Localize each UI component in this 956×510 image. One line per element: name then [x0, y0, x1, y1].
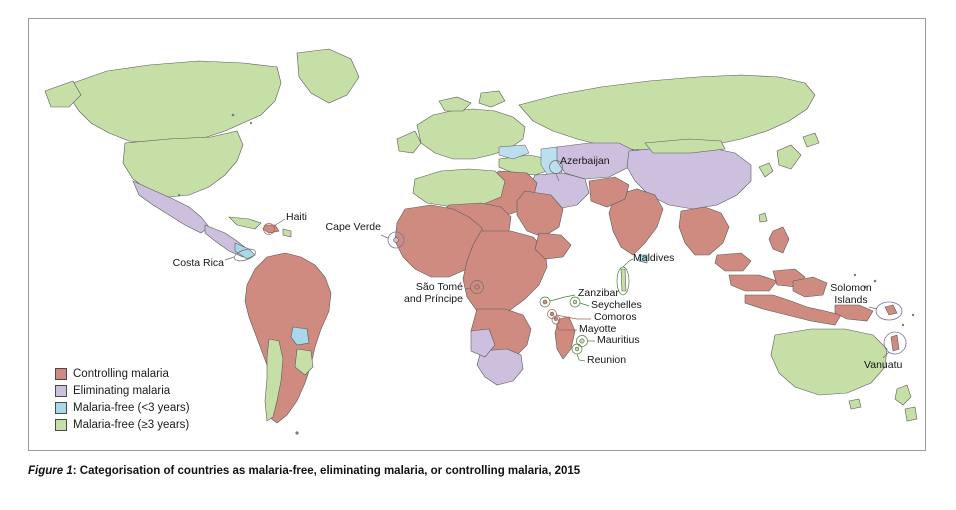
map-label-zanzibar: Zanzibar: [578, 287, 619, 299]
legend-label-free-under-3: Malaria-free (<3 years): [73, 402, 190, 414]
map-label-sao-tome: São Tomé: [415, 281, 463, 293]
map-label-reunion: Reunion: [587, 354, 627, 366]
legend-label-eliminating: Eliminating malaria: [73, 385, 171, 397]
legend-item-free-under-3: [55, 400, 190, 416]
map-label-cape-verde: Cape Verde: [325, 221, 381, 233]
legend-label-controlling: Controlling malaria: [73, 368, 169, 380]
map-label-solomon-islands-2: Islands: [834, 294, 868, 306]
caption-separator: :: [72, 465, 80, 477]
map-label-azerbaijan: Azerbaijan: [560, 155, 610, 167]
map-label-maldives: Maldives: [633, 252, 675, 264]
map-label-costa-rica: Costa Rica: [172, 257, 224, 269]
figure-container: [28, 18, 928, 488]
map-label-comoros: Comoros: [594, 311, 637, 323]
legend-label-free-3-plus: Malaria-free (≥3 years): [73, 419, 190, 431]
map-label-vanuatu: Vanuatu: [864, 359, 903, 371]
figure-caption: [28, 464, 926, 479]
map-label-sao-tome-2: and Príncipe: [404, 293, 463, 305]
legend-swatch-eliminating: [55, 385, 67, 397]
legend-swatch-free-under-3: [55, 402, 67, 414]
map-legend: [51, 362, 196, 438]
legend-item-free-3-plus: [55, 417, 190, 433]
legend-item-controlling: [55, 366, 190, 382]
legend-item-eliminating: [55, 383, 190, 399]
legend-swatch-controlling: [55, 368, 67, 380]
map-label-solomon-islands: Solomon: [830, 282, 872, 294]
map-label-seychelles: Seychelles: [591, 299, 642, 311]
map-label-haiti: Haiti: [286, 211, 308, 223]
caption-text: Categorisation of countries as malaria-free, eliminating malaria, or controlling malaria, 2015: [79, 465, 581, 477]
figure-number: Figure 1: [28, 465, 73, 477]
map-label-mauritius: Mauritius: [597, 334, 640, 346]
legend-swatch-free-3-plus: [55, 419, 67, 431]
world-map-panel: [28, 18, 926, 451]
map-label-mayotte: Mayotte: [579, 323, 617, 335]
